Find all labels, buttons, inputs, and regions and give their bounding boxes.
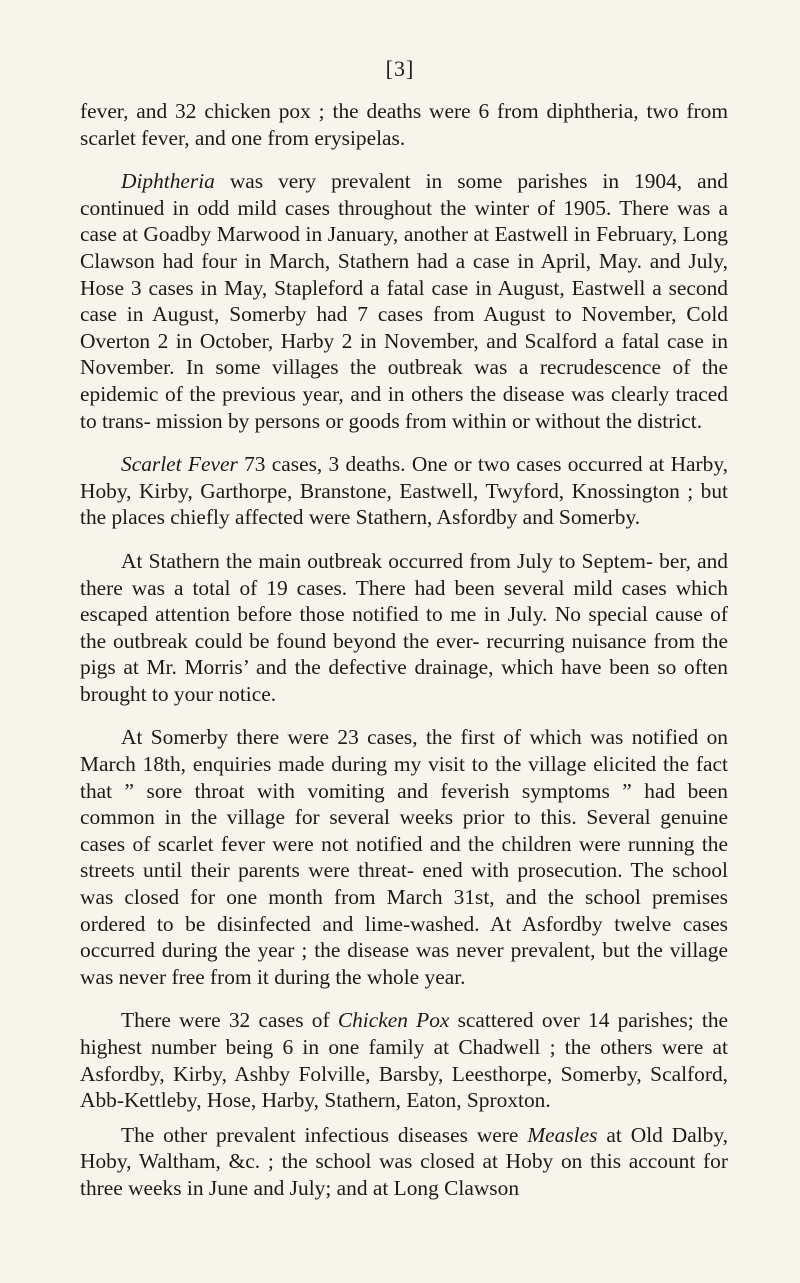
paragraph-chicken-pox-after: scattered over 14 parishes; the highest number being 6 in one family at Chadwell ; the others were at Asfordby, Kirby, Ashby Folville, Barsby, Leesthorpe, Somerby, Scalford, Abb-Kettleby, Hose, Harby, Stathern, Eaton, Sproxton.	[80, 1008, 729, 1113]
paragraph-scarlet-fever	[80, 451, 728, 531]
paragraph-measles-after: at Old Dalby, Hoby, Waltham, &c. ; the school was closed at Hoby on this account for three weeks in June and July; and at Long Clawson	[80, 1122, 728, 1200]
paragraph-1	[80, 98, 728, 151]
paragraph-diphtheria-text: was very prevalent in some parishes in 1904, and continued in odd mild cases throughout the winter of 1905. There was a case at Goadby Marwood in January, another at Eastwell in February, Long Clawson had four in March, Stathern had a case in April, May. and July, Hose 3 cases in May, Stapleford a fatal case in August, Eastwell a second case in August, Somerby had 7 cases from August to November, Cold Overton 2 in October, Harby 2 in November, and Scalford a fatal case in November. In some villages the outbreak was a recrudescence of the epidemic of the previous year, and in others the disease was clearly traced to trans- mission by persons or goods from within or without the district.	[80, 169, 728, 433]
paragraph-measles-before: The other prevalent infectious diseases were	[121, 1122, 528, 1147]
report-text	[80, 98, 728, 1219]
paragraph-scarlet-fever-text: 73 cases, 3 deaths. One or two cases occurred at Harby, Hoby, Kirby, Garthorpe, Branstone, Eastwell, Twyford, Knossington ; but the places chiefly affected were Stathern, Asfordby and Somerby.	[80, 452, 728, 530]
paragraph-somerby	[80, 724, 728, 990]
paragraph-1-text: fever, and 32 chicken pox ; the deaths were 6 from diphtheria, two from scarlet fever, and one from erysipelas.	[80, 99, 728, 150]
heading-scarlet-fever: Scarlet Fever	[121, 452, 238, 477]
paragraph-diphtheria	[80, 168, 728, 434]
heading-measles: Measles	[527, 1122, 598, 1147]
heading-chicken-pox: Chicken Pox	[337, 1008, 450, 1033]
paragraph-chicken-pox	[80, 1007, 728, 1113]
paragraph-measles	[80, 1122, 728, 1202]
paragraph-stathern	[80, 548, 728, 708]
paragraph-chicken-pox-before: There were 32 cases of	[121, 1008, 338, 1033]
page-number: [3]	[385, 56, 415, 81]
paragraph-stathern-text: At Stathern the main outbreak occurred from July to Septem- ber, and there was a total of 19 cases. There had been several mild cases which escaped attention before those notified to me in July. No special cause of the outbreak could be found beyond the ever- recurring nuisance from the pigs at Mr. Morris’ and the defective drainage, which have been so often brought to your notice.	[80, 548, 728, 706]
paragraph-somerby-text: At Somerby there were 23 cases, the first of which was notified on March 18th, enquiries made during my visit to the village elicited the fact that ” sore throat with vomiting and feverish symptoms ” had been common in the village for several weeks prior to this. Several genuine cases of scarlet fever were not notified and the children were running the streets until their parents were threat- ened with prosecution. The school was closed for one month from March 31st, and the school premises ordered to be disinfected and lime-washed. At Asfordby twelve cases occurred during the year ; the disease was never prevalent, but the village was never free from it during the whole year.	[80, 725, 728, 989]
heading-diphtheria: Diphtheria	[121, 169, 215, 194]
